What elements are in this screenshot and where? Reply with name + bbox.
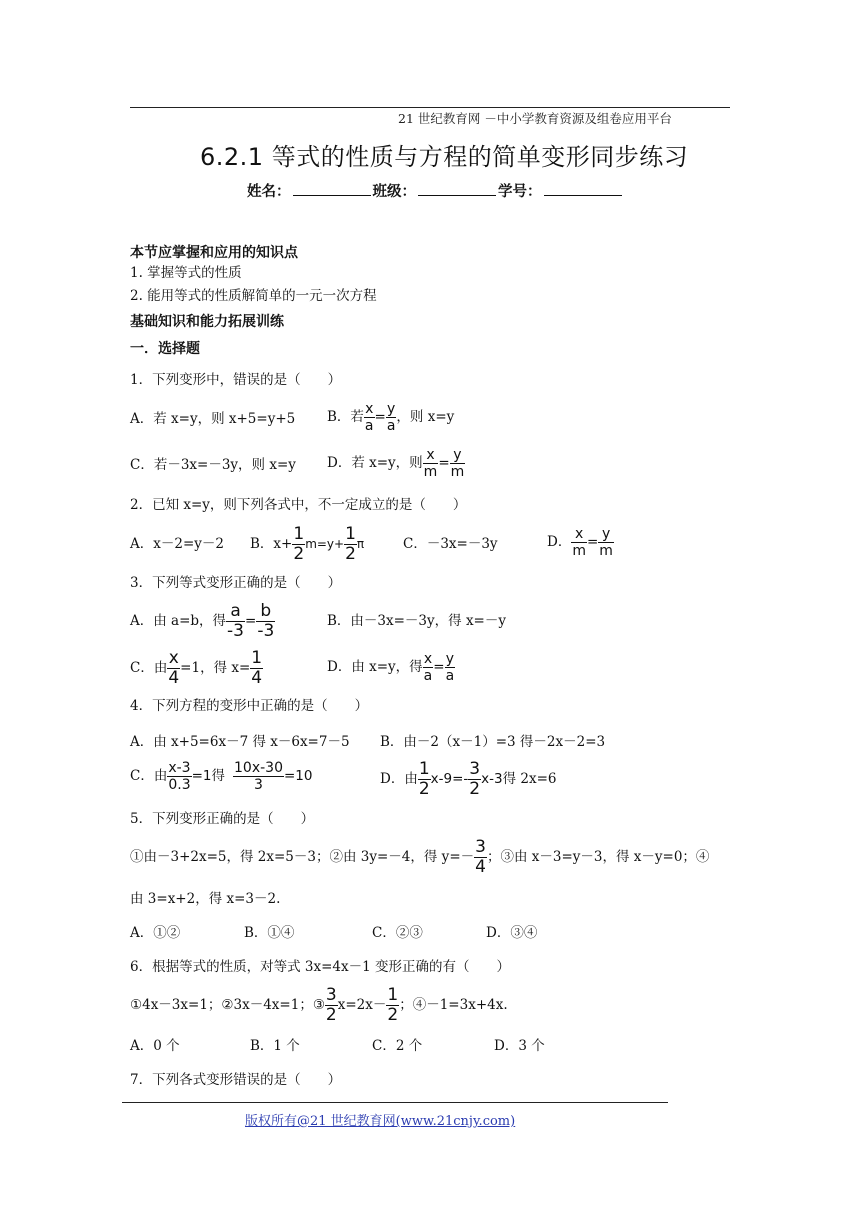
- q2-option-d: D． $\frac{x}{m}$ = $\frac{y}{m}$: [547, 526, 613, 559]
- q3-a-frac-2: $\frac{b}{-3}$: [257, 601, 275, 641]
- footer-copyright-link[interactable]: 版权所有@21 世纪教育网(www.21cnjy.com): [245, 1114, 516, 1129]
- knowledge-item-1: 1. 掌握等式的性质: [130, 265, 242, 281]
- q4-option-a: A．由 x+5=6x－7 得 x－6x=7－5: [130, 734, 350, 750]
- q2-option-a: A．x－2=y－2: [130, 536, 224, 552]
- q2-b-frac-1: $\frac{1}{2}$: [293, 524, 305, 564]
- q5-option-a: A．①②: [130, 925, 181, 941]
- q1-option-b: B．若 $\frac{x}{a}$ = $\frac{y}{a}$ ，则 x=y: [327, 401, 455, 434]
- id-blank: [544, 183, 622, 196]
- q5-option-d: D．③④: [486, 925, 538, 941]
- q4-stem: 4．下列方程的变形中正确的是（ ）: [130, 698, 369, 714]
- q2-option-c: C．－3x=－3y: [403, 536, 498, 552]
- q2-option-b: B．x+ $\frac{1}{2}$ m=y+ $\frac{1}{2}$ π: [250, 524, 365, 564]
- page-title: 6.2.1 等式的性质与方程的简单变形同步练习: [200, 143, 689, 171]
- q2-d-frac-1: $\frac{x}{m}$: [572, 526, 586, 559]
- q3-option-a: A．由 a=b，得 $\frac{a}{-3}$ = $\frac{b}{-3}$: [130, 601, 275, 641]
- q4-d-frac-2: $\frac{3}{2}$: [469, 759, 481, 799]
- header-text: 21 世纪教育网 －中小学教育资源及组卷应用平台: [398, 111, 672, 126]
- q5-stem: 5．下列变形正确的是（ ）: [130, 811, 315, 827]
- footer-rule: [122, 1102, 668, 1103]
- header-rule: [130, 107, 730, 108]
- q6-statements: ①4x－3x=1；②3x－4x=1；③ $\frac{3}{2}$ x=2x－ $\frac{1}{2}$ ；④－1=3x+4x.: [130, 985, 508, 1025]
- q2-stem: 2．已知 x=y，则下列各式中，不一定成立的是（ ）: [130, 497, 467, 513]
- q1-b-frac-2: $\frac{y}{a}$: [386, 401, 396, 434]
- q4-option-c: C．由 $\frac{x-3}{0.3}$ =1得 $\frac{10x-30}{3}$ =10: [130, 760, 313, 793]
- q6-option-c: C．2 个: [372, 1038, 423, 1054]
- q3-c-frac-2: $\frac{1}{4}$: [251, 648, 263, 688]
- q1-b-frac-1: $\frac{x}{a}$: [364, 401, 374, 434]
- q1-d-frac-2: $\frac{y}{m}$: [450, 447, 465, 480]
- q1-option-d: D．若 x=y，则 $\frac{x}{m}$ = $\frac{y}{m}$: [327, 447, 465, 480]
- q5-statements-line-2: 由 3=x+2，得 x=3－2.: [130, 891, 281, 907]
- q3-a-frac-1: $\frac{a}{-3}$: [227, 601, 244, 641]
- q1-stem: 1．下列变形中，错误的是（ ）: [130, 372, 342, 388]
- q4-d-frac-1: $\frac{1}{2}$: [418, 759, 430, 799]
- q3-option-b: B．由－3x=－3y，得 x=－y: [327, 613, 506, 629]
- q4-c-frac-2: $\frac{10x-30}{3}$: [234, 760, 283, 793]
- q3-option-d: D．由 x=y，得 $\frac{x}{a}$ = $\frac{y}{a}$: [327, 651, 455, 684]
- q3-option-c: C．由 $\frac{x}{4}$ =1，得 x= $\frac{1}{4}$: [130, 648, 263, 688]
- q1-option-c: C．若－3x=－3y，则 x=y: [130, 457, 296, 473]
- q6-frac-1: $\frac{3}{2}$: [325, 985, 337, 1025]
- name-label: 姓名：: [247, 184, 291, 200]
- q1-option-a: A．若 x=y，则 x+5=y+5: [130, 411, 296, 427]
- knowledge-item-2: 2. 能用等式的性质解简单的一元一次方程: [130, 288, 377, 304]
- class-blank: [418, 183, 496, 196]
- q3-d-frac-2: $\frac{y}{a}$: [445, 651, 455, 684]
- q5-option-b: B．①④: [244, 925, 295, 941]
- q6-option-b: B．1 个: [250, 1038, 300, 1054]
- q2-d-frac-2: $\frac{y}{m}$: [599, 526, 613, 559]
- q5-option-c: C．②③: [372, 925, 423, 941]
- q6-stem: 6．根据等式的性质，对等式 3x=4x－1 变形正确的有（ ）: [130, 959, 510, 975]
- student-info-line: [247, 180, 624, 201]
- q4-option-d: D．由 $\frac{1}{2}$ x-9=- $\frac{3}{2}$ x-3得 2x=6: [380, 759, 557, 799]
- q3-c-frac-1: $\frac{x}{4}$: [168, 648, 180, 688]
- knowledge-heading: 本节应掌握和应用的知识点: [130, 245, 298, 261]
- q4-c-frac-1: $\frac{x-3}{0.3}$: [168, 760, 191, 793]
- q5-frac: $\frac{3}{4}$: [475, 837, 486, 877]
- q7-stem: 7．下列各式变形错误的是（ ）: [130, 1072, 342, 1088]
- q3-d-frac-1: $\frac{x}{a}$: [423, 651, 433, 684]
- q4-option-b: B．由－2（x－1）=3 得－2x－2=3: [380, 734, 606, 750]
- class-label: 班级：: [372, 184, 416, 200]
- name-blank: [293, 183, 371, 196]
- section-heading-choice: 一．选择题: [130, 341, 200, 357]
- q6-option-d: D．3 个: [494, 1038, 545, 1054]
- q6-frac-2: $\frac{1}{2}$: [387, 985, 399, 1025]
- training-heading: 基础知识和能力拓展训练: [130, 314, 284, 330]
- q1-d-frac-1: $\frac{x}{m}$: [423, 447, 438, 480]
- q2-b-frac-2: $\frac{1}{2}$: [345, 524, 356, 564]
- id-label: 学号：: [498, 184, 542, 200]
- q3-stem: 3．下列等式变形正确的是（ ）: [130, 575, 342, 591]
- q6-option-a: A．0 个: [130, 1038, 180, 1054]
- q5-statements-line-1: ①由－3+2x=5，得 2x=5－3；②由 3y=－4，得 y=－ $\frac{3}{4}$ ；③由 x－3=y－3，得 x－y=0；④: [130, 837, 710, 877]
